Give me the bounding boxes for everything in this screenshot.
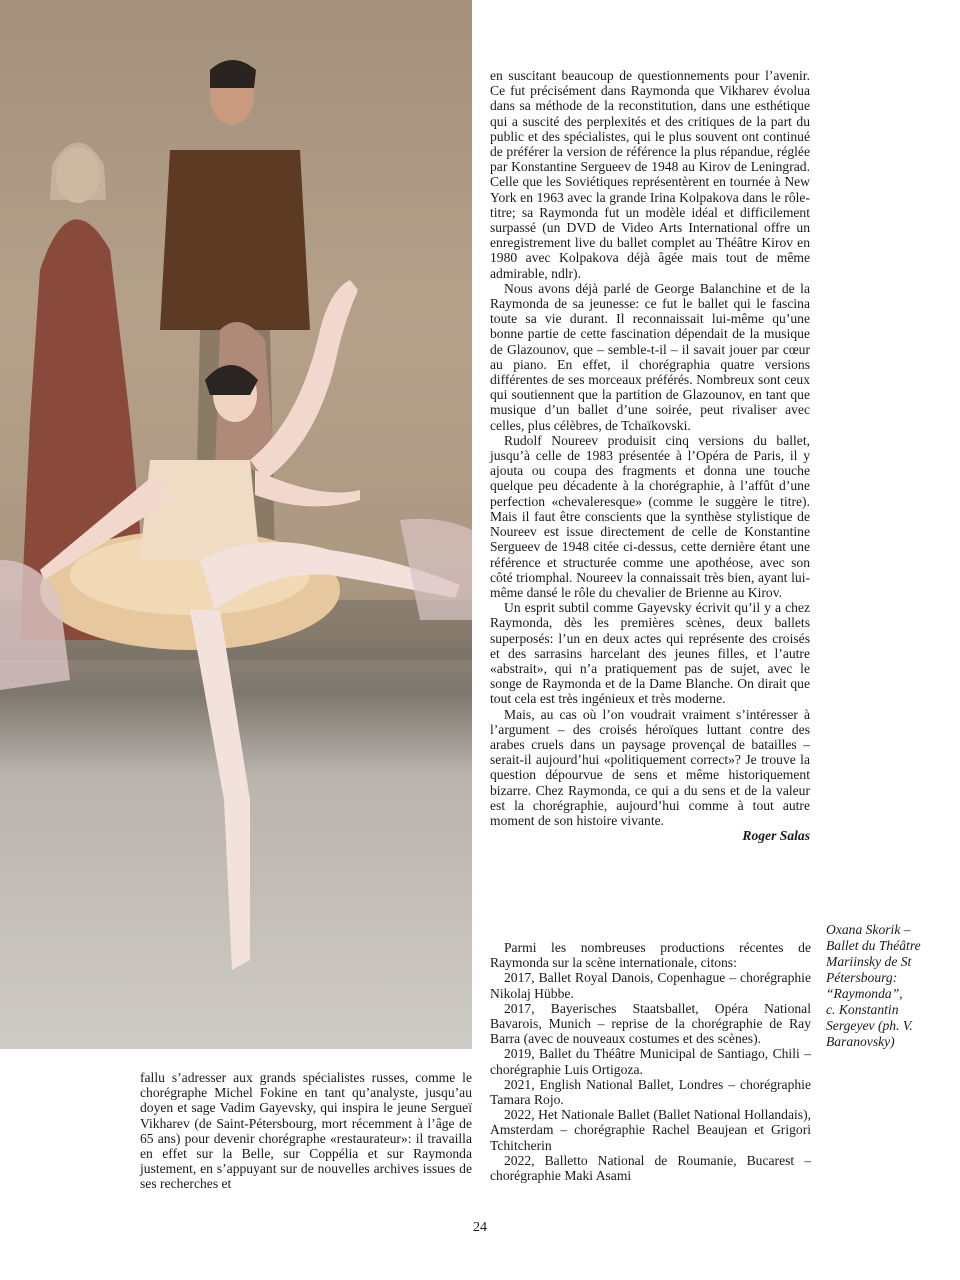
caption-line: Oxana Skorik – xyxy=(826,922,911,937)
paragraph: en suscitant beaucoup de questionnements pour l’avenir. Ce fut précisément dans Raymonda que Vikharev évolua dans sa méthode de la reconstitution, dans une esthétique qui a suscité des perplexités et des critiques de la part du public et des spécialistes, qui le plus souvent ont continué de préférer la version de référence la plus répandue, réglée par Konstantine Sergueev de 1948 au Kirov de Leningrad. Celle que les Soviétiques représentèrent en tournée à New York en 1963 avec la grande Irina Kolpakova dans le rôle-titre; sa Raymonda fut un modèle idéal et difficilement surpassé (un DVD de Video Arts International offre un enregistrement live du ballet complet au Théâtre Kirov en 1980 avec Kolpakova déjà âgée mais tout de même admirable, ndlr). xyxy=(490,68,810,281)
page-number: 24 xyxy=(473,1220,487,1235)
caption-line: c. Konstantin xyxy=(826,1002,899,1017)
caption-line: Ballet du Théâtre xyxy=(826,938,921,953)
caption-line: Pétersbourg: xyxy=(826,970,898,985)
production-item: 2022, Het Nationale Ballet (Ballet National Hollandais), Amsterdam – chorégraphie Rachel Beaujean et Grigori Tchitcherin xyxy=(490,1107,811,1153)
paragraph: fallu s’adresser aux grands spécialistes russes, comme le chorégraphe Michel Fokine en tant qu’analyste, jusqu’au doyen et sage Vadim Gayevsky, qui inspira le jeune Sergueï Vikharev (de Saint-Pétersbourg, mort récemment à l’âge de 65 ans) pour devenir chorégraphe «restaurateur»: il travailla en effet sur la Belle, sur Coppélia et sur Raymonda justement, en s’appuyant sur de nouvelles archives issues de ses recherches et xyxy=(140,1070,472,1192)
caption-line: Sergeyev (ph. V. xyxy=(826,1018,913,1033)
paragraph: Un esprit subtil comme Gayevsky écrivit qu’il y a chez Raymonda, dès les premières scènes, deux ballets superposés: l’un en deux actes qui représente des croisés et des sarrasins harcelant des jeunes filles, et l’autre «abstrait», qui n’a pratiquement pas de sujet, avec le songe de Raymonda et de la Dame Blanche. On dirait que tout cela est très ingénieux et très moderne. xyxy=(490,600,810,707)
paragraph: Nous avons déjà parlé de George Balanchine et de la Raymonda de sa jeunesse: ce fut le ballet qui le fascina toute sa vie durant. Il reconnaissait lui-même qu’une bonne partie de cette fascination dépendait de la musique de Glazounov, que – semble-t-il – il savait jouer par cœur au piano. En effet, il chorégraphia quatre versions différentes de ses morceaux préférés. Nombreux sont ceux qui soutiennent que la partition de Glazounov, en tant que musique d’un ballet d’une soirée, peut rivaliser avec celles, plus célèbres, de Tchaïkovski. xyxy=(490,280,810,433)
production-item: 2019, Ballet du Théâtre Municipal de Santiago, Chili – chorégraphie Luis Ortigoza. xyxy=(490,1046,811,1077)
paragraph: Mais, au cas où l’on voudrait vraiment s’intéresser à l’argument – des croisés héroïques luttant contre des arabes cruels dans un paysage provençal de batailles – serait-il aujourd’hui «politiquement correct»? Je trouve la question dépourvue de sens et même historiquement bizarre. Chez Raymonda, ce qui a du sens et de la valeur est la chorégraphie, aujourd’hui comme à tout autre moment de son histoire vivante. xyxy=(490,706,810,828)
right-text-column xyxy=(490,68,810,843)
left-text-column xyxy=(140,1070,472,1192)
production-item: 2022, Balletto National de Roumanie, Bucarest – chorégraphie Maki Asami xyxy=(490,1152,811,1184)
caption-line: “Raymonda”, xyxy=(826,986,903,1001)
productions-intro: Parmi les nombreuses productions récentes de Raymonda sur la scène internationale, citons: xyxy=(490,940,811,971)
production-item: 2021, English National Ballet, Londres – chorégraphie Tamara Rojo. xyxy=(490,1076,811,1108)
author-signature: Roger Salas xyxy=(742,828,810,844)
ballet-photo xyxy=(0,0,472,1049)
ballet-scene-illustration xyxy=(0,0,472,1049)
caption-line: Baranovsky) xyxy=(826,1034,895,1049)
caption-line: Mariinsky de St xyxy=(826,954,912,969)
paragraph: Rudolf Noureev produisit cinq versions du ballet, jusqu’à celle de 1983 présentée à l’Opéra de Paris, il y ajouta ou coupa des fragments et donna une touche quelque peu décadente à la chorégraphie, à l’affût d’une perfection «chevaleresque» (comme le suggère le titre). Mais il faut être conscients que la synthèse stylistique de Noureev est issue directement de celle de Konstantine Sergueev de 1948 citée ci-dessus, cette dernière étant une référence et structurée comme une apothéose, avec son côté triomphal. Noureev la connaissait très bien, ayant lui-même dansé le rôle du chevalier de Brienne au Kirov. xyxy=(490,432,810,600)
production-item: 2017, Bayerisches Staatsballet, Opéra National Bavarois, Munich – reprise de la chorégraphie de Ray Barra (avec de nouveaux costumes et des scènes). xyxy=(490,1000,811,1047)
productions-list xyxy=(490,940,811,1183)
photo-caption xyxy=(826,922,946,1050)
production-item: 2017, Ballet Royal Danois, Copenhague – chorégraphie Nikolaj Hübbe. xyxy=(490,970,811,1001)
